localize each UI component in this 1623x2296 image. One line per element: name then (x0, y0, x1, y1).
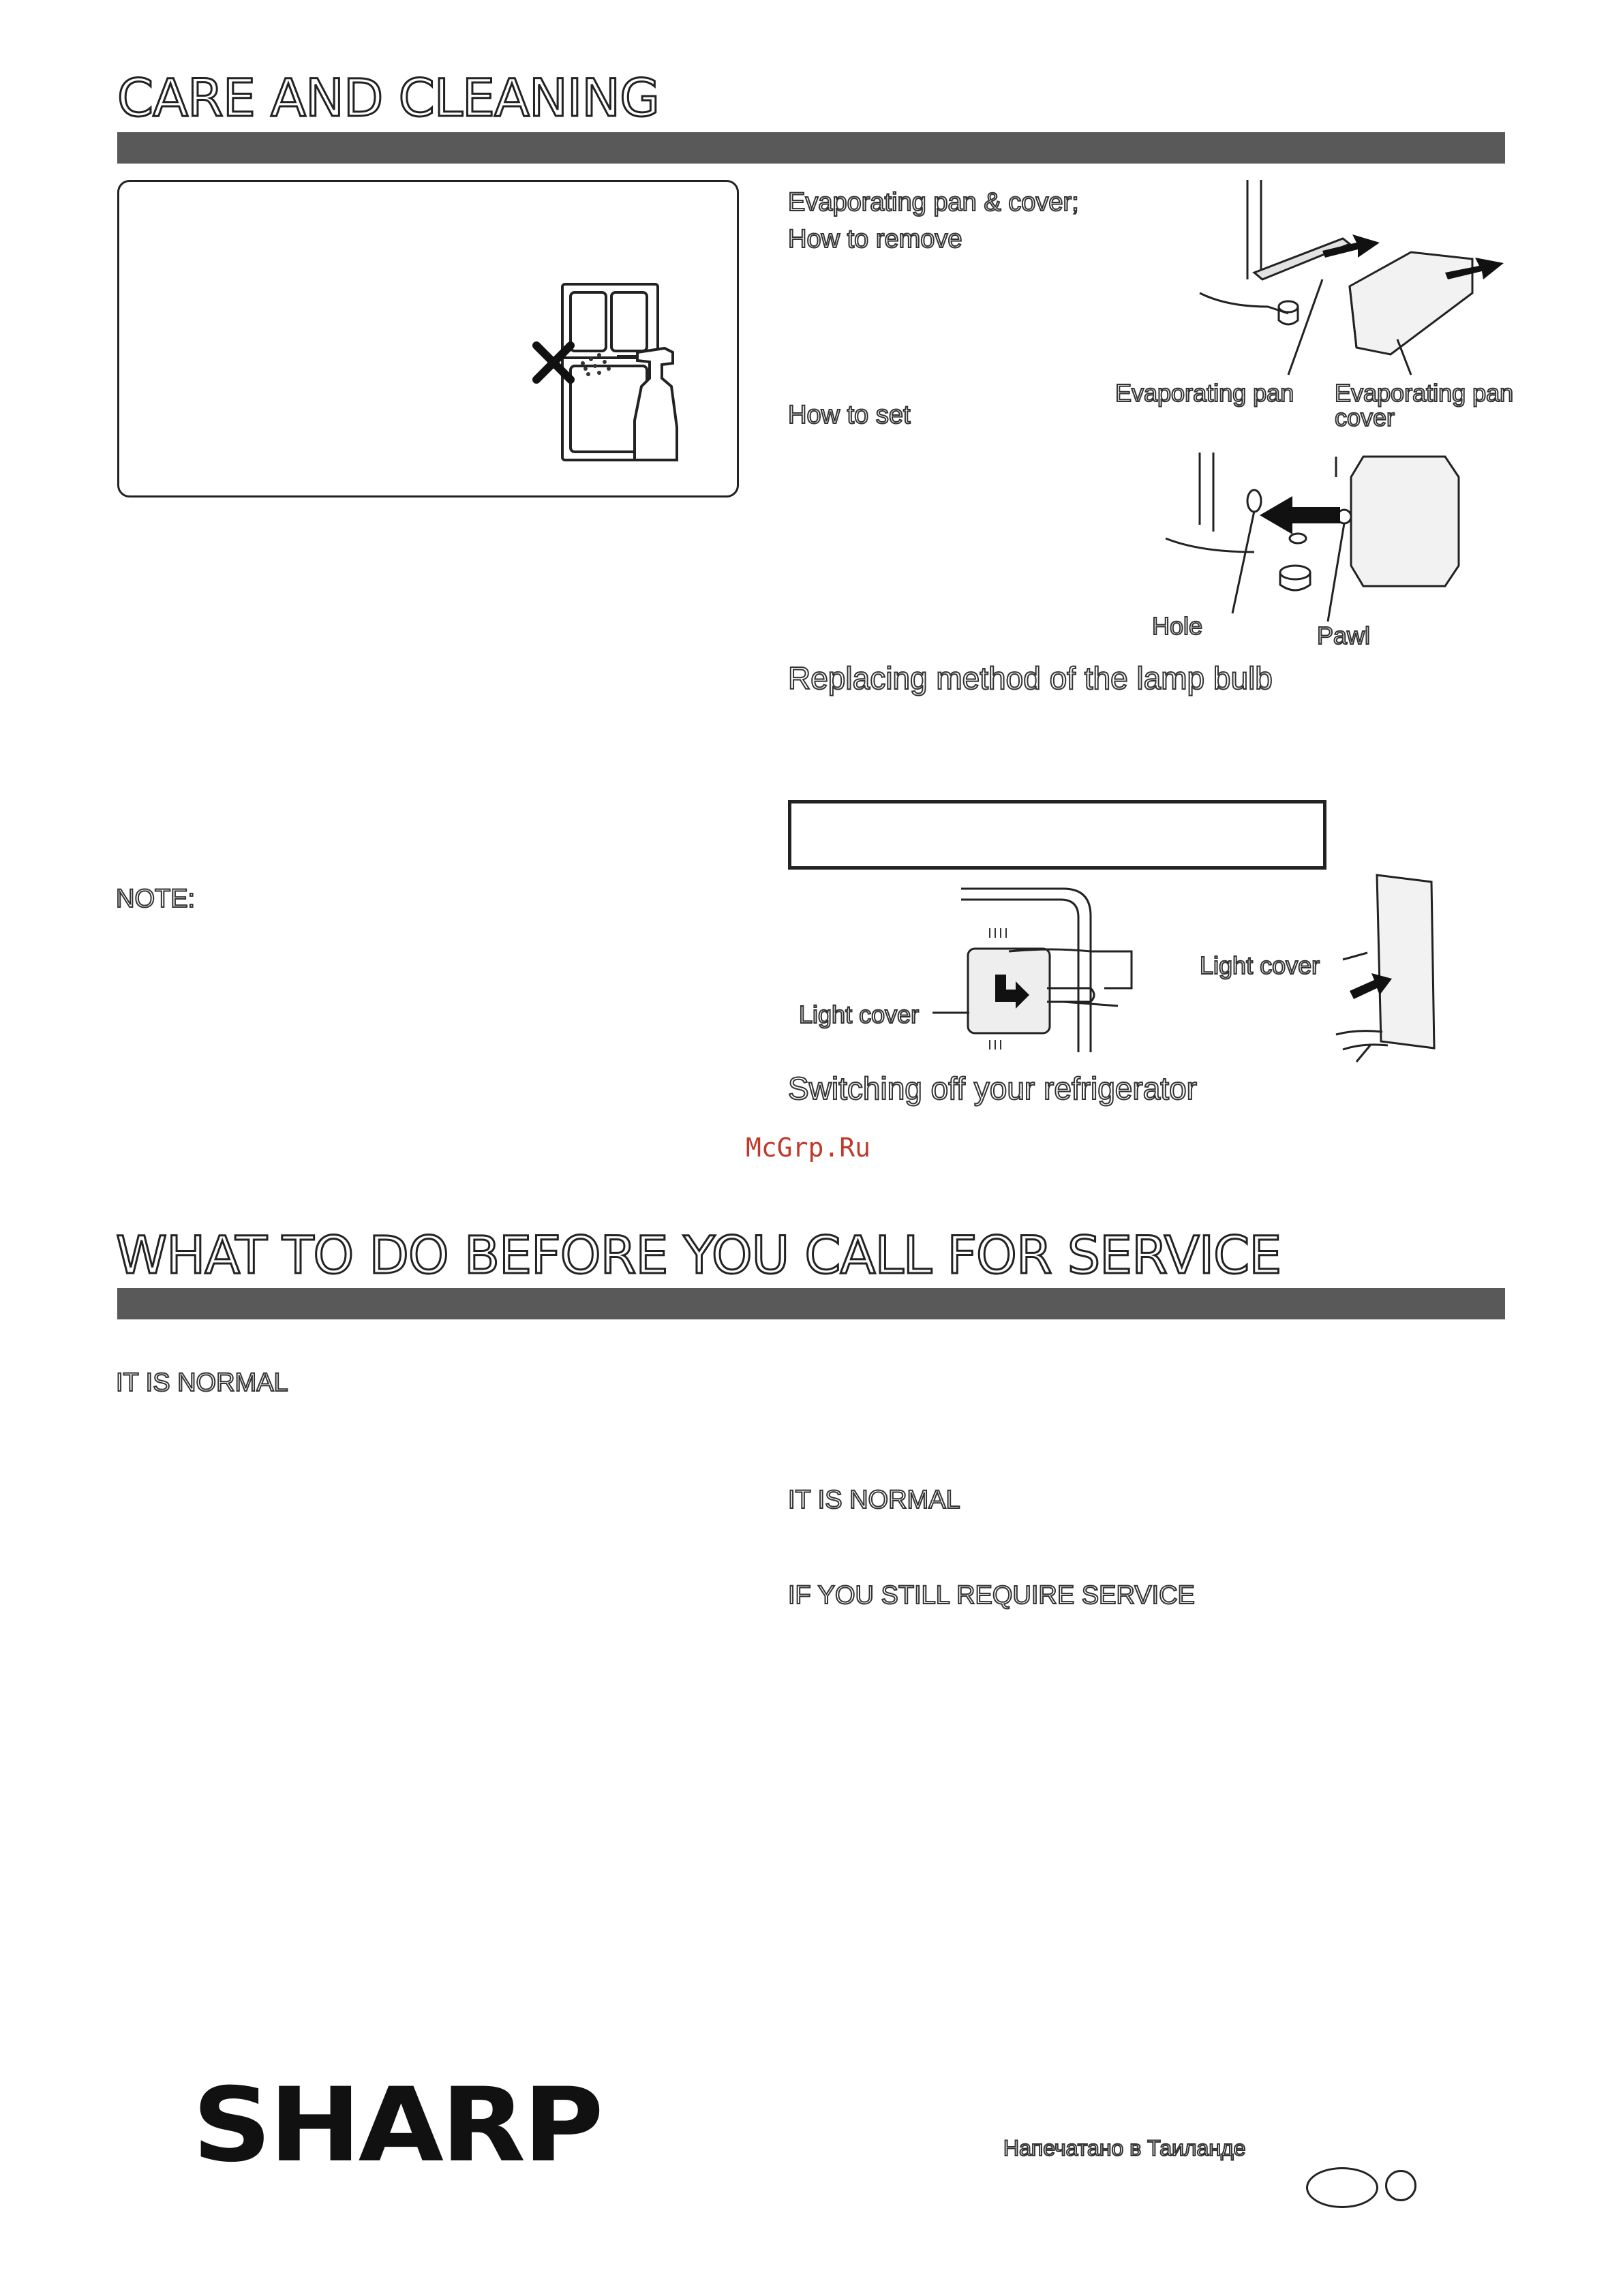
evaporating-heading-line2: How to remove (788, 225, 962, 254)
it-is-normal-heading-2: IT IS NORMAL (788, 1486, 960, 1514)
watermark-text: McGrp.Ru (746, 1133, 871, 1163)
label-evaporating-pan-cover-1: Evaporating pan (1335, 379, 1514, 407)
light-cover-removal-illustration (927, 886, 1132, 1056)
section-title-before-service: WHAT TO DO BEFORE YOU CALL FOR SERVICE (116, 1225, 1281, 1285)
still-require-service-heading: IF YOU STILL REQUIRE SERVICE (788, 1581, 1195, 1610)
label-evaporating-pan: Evaporating pan (1115, 379, 1294, 407)
no-spray-icon (528, 277, 719, 468)
evaporating-pan-remove-illustration (1186, 177, 1513, 368)
light-cover-detached-illustration (1329, 871, 1466, 1062)
label-light-cover-right: Light cover (1200, 951, 1320, 979)
evaporating-pan-set-illustration (1159, 450, 1472, 634)
lamp-warning-box (788, 800, 1326, 870)
evaporating-heading-line1: Evaporating pan & cover; (788, 188, 1079, 217)
section-divider-bar (117, 132, 1505, 164)
section-title-care-cleaning: CARE AND CLEANING (117, 67, 659, 128)
label-pawl: Pawl (1317, 622, 1371, 649)
lamp-bulb-heading: Replacing method of the lamp bulb (788, 660, 1273, 696)
page-code-oval (1306, 2167, 1378, 2208)
caution-box (117, 180, 739, 498)
note-label: NOTE: (116, 885, 196, 913)
it-is-normal-heading-1: IT IS NORMAL (116, 1368, 288, 1397)
label-evaporating-pan-cover-2: cover (1335, 403, 1395, 431)
label-light-cover-left: Light cover (799, 1000, 920, 1028)
section-divider-bar-2 (117, 1288, 1505, 1319)
page-code-circle (1385, 2170, 1416, 2201)
brand-logo: SHARP (192, 2066, 601, 2185)
how-to-set-heading: How to set (788, 401, 911, 429)
label-hole: Hole (1152, 612, 1203, 640)
switching-off-heading: Switching off your refrigerator (788, 1071, 1197, 1106)
printed-in-thailand: Напечатано в Таиланде (1003, 2136, 1246, 2160)
